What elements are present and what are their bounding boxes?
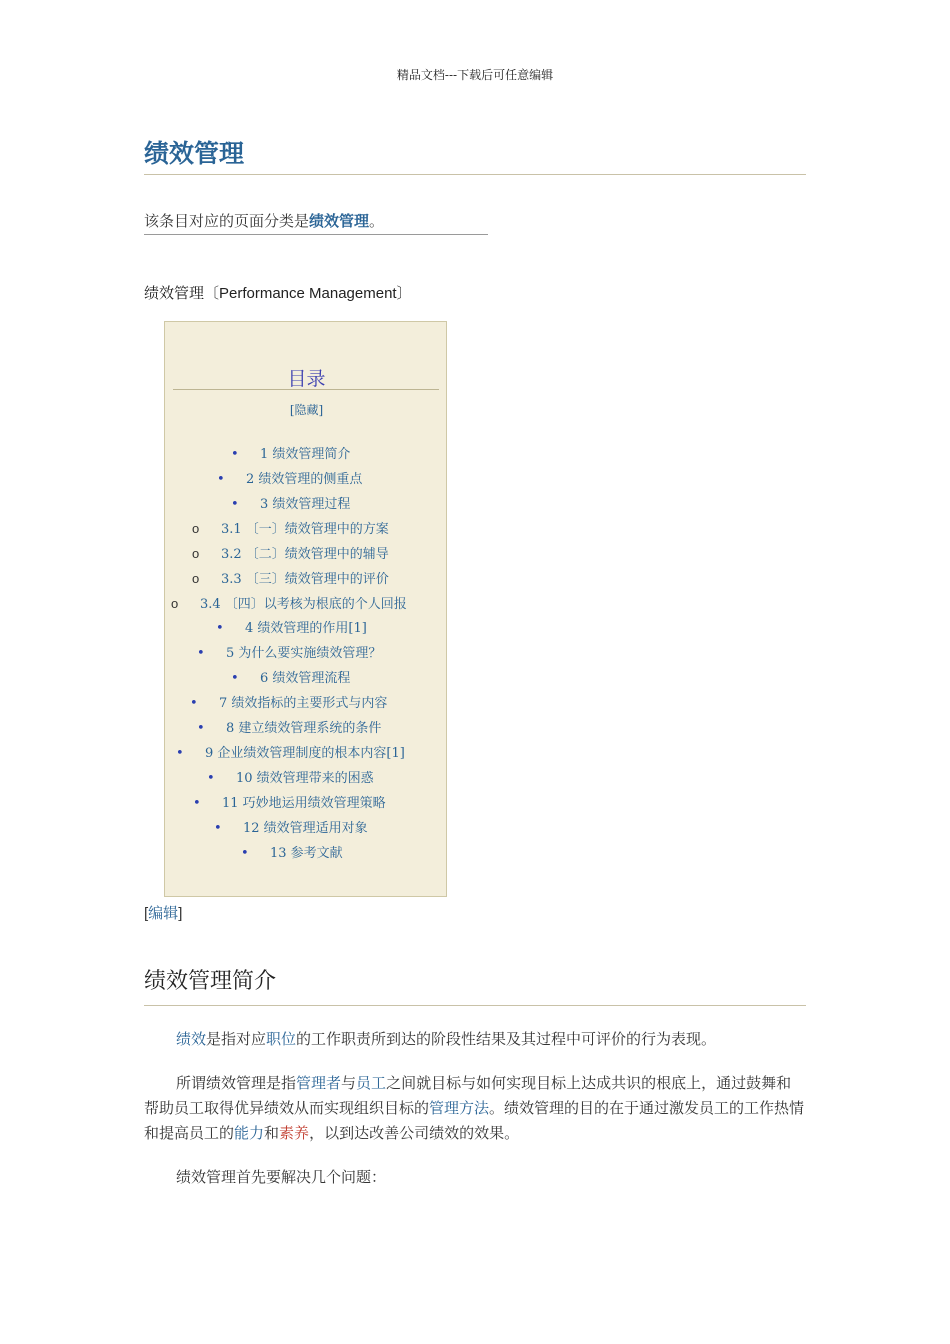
toc-item-label: 8 建立绩效管理系统的条件 [226,721,382,736]
text-span: 。绩效管理的目的在于通过激发员工的工作热情和提高员工的 [144,1099,805,1142]
text-span: 与 [341,1074,357,1092]
toc-item-label: 3.1 〔一〕绩效管理中的方案 [221,522,389,537]
toc-item-label: 4 绩效管理的作用[1] [245,621,367,636]
toc-item-label: 10 绩效管理带来的困惑 [236,771,374,786]
link-management-method[interactable]: 管理方法 [429,1099,490,1117]
sub-bullet-icon: o [192,521,200,536]
paragraph-1 [144,1027,806,1052]
toc-item-4[interactable] [216,619,367,639]
toc-item-3-4[interactable] [171,594,407,614]
bullet-icon: • [217,472,225,487]
toc-item-label: 11 巧妙地运用绩效管理策略 [222,796,386,811]
toc-item-10[interactable] [207,769,374,789]
bullet-icon: • [241,846,249,861]
link-position[interactable]: 职位 [266,1030,297,1048]
bullet-icon: • [231,671,239,686]
toc-item-label: 7 绩效指标的主要形式与内容 [219,696,388,711]
toc-item-9[interactable] [176,744,405,764]
bullet-icon: • [197,646,205,661]
title-divider [144,174,806,175]
toc-item-label: 3.4 〔四〕以考核为根底的个人回报 [200,597,407,612]
toc-item-label: 2 绩效管理的侧重点 [246,472,363,487]
text-span: ，以到达改善公司绩效的效果。 [309,1124,520,1142]
paragraph-3: 绩效管理首先要解决几个问题： [176,1168,387,1186]
toc-item-5[interactable] [197,644,381,664]
toc-hide-link[interactable]: [隐藏] [289,403,324,417]
bullet-icon: • [214,821,222,836]
toc-item-label: 3.2 〔二〕绩效管理中的辅导 [221,547,389,562]
toc-item-label: 3 绩效管理过程 [260,497,351,512]
text-span: 所谓绩效管理是指 [176,1074,297,1092]
bullet-icon: • [207,771,215,786]
table-of-contents [164,321,447,897]
sub-bullet-icon: o [192,571,200,586]
toc-item-3-2[interactable] [192,544,389,564]
toc-item-8[interactable] [197,719,381,739]
link-quality[interactable]: 素养 [279,1124,310,1142]
toc-item-label: 1 绩效管理简介 [260,447,351,462]
bullet-icon: • [197,721,205,736]
toc-item-3[interactable] [231,495,350,515]
text-span: 是指对应 [206,1030,267,1048]
sub-bullet-icon: o [192,546,200,561]
edit-bracket-close: ] [178,905,183,922]
link-performance[interactable]: 绩效 [176,1030,207,1048]
edit-bracket-open: [ [144,905,149,922]
bullet-icon: • [190,696,198,711]
toc-item-7[interactable] [190,694,387,714]
section-heading: 绩效管理简介 [144,969,277,994]
toc-item-label: 12 绩效管理适用对象 [243,821,368,836]
toc-item-label: 9 企业绩效管理制度的根本内容[1] [205,746,405,761]
toc-item-label: 5 为什么要实施绩效管理？ [226,646,382,661]
toc-item-11[interactable] [193,794,386,814]
text-span: 的工作职责所到达的阶段性结果及其过程中可评价的行为表现。 [296,1030,717,1048]
sub-bullet-icon: o [171,596,179,611]
bullet-icon: • [216,621,224,636]
category-link[interactable]: 绩效管理 [309,212,370,230]
link-ability[interactable]: 能力 [234,1124,265,1142]
watermark-text: 精品文档---下载后可任意编辑 [396,68,554,82]
toc-item-1[interactable] [231,445,350,465]
toc-item-12[interactable] [214,819,368,839]
toc-item-label: 6 绩效管理流程 [260,671,351,686]
text-span: 和 [264,1124,280,1142]
toc-item-6[interactable] [231,669,350,689]
toc-item-label: 13 参考文献 [270,846,343,861]
section-divider [144,1005,806,1006]
link-employee[interactable]: 员工 [356,1074,387,1092]
edit-section [144,902,182,923]
bullet-icon: • [231,497,239,512]
paragraph-2 [144,1071,806,1146]
bullet-icon: • [176,746,184,761]
link-manager[interactable]: 管理者 [296,1074,342,1092]
category-suffix: 。 [369,212,385,230]
bullet-icon: • [231,447,239,462]
category-divider [144,234,488,235]
toc-item-2[interactable] [217,470,362,490]
edit-link[interactable]: 编辑 [148,904,179,922]
category-prefix: 该条目对应的页面分类是 [144,212,310,230]
toc-title: 目录 [287,368,326,390]
bullet-icon: • [193,796,201,811]
toc-item-3-1[interactable] [192,519,389,539]
toc-divider [173,389,439,390]
toc-item-13[interactable] [241,844,343,864]
category-line [144,210,384,231]
toc-item-3-3[interactable] [192,569,389,589]
page-title: 绩效管理 [144,139,245,168]
text-span: 之间就目标与如何实现目标上达成共识的根底上，通过鼓舞和帮助员工取得优异绩效从而实现组织目标的 [144,1074,792,1117]
subject-heading: 绩效管理〔Performance Management〕 [144,285,412,302]
toc-item-label: 3.3 〔三〕绩效管理中的评价 [221,572,389,587]
